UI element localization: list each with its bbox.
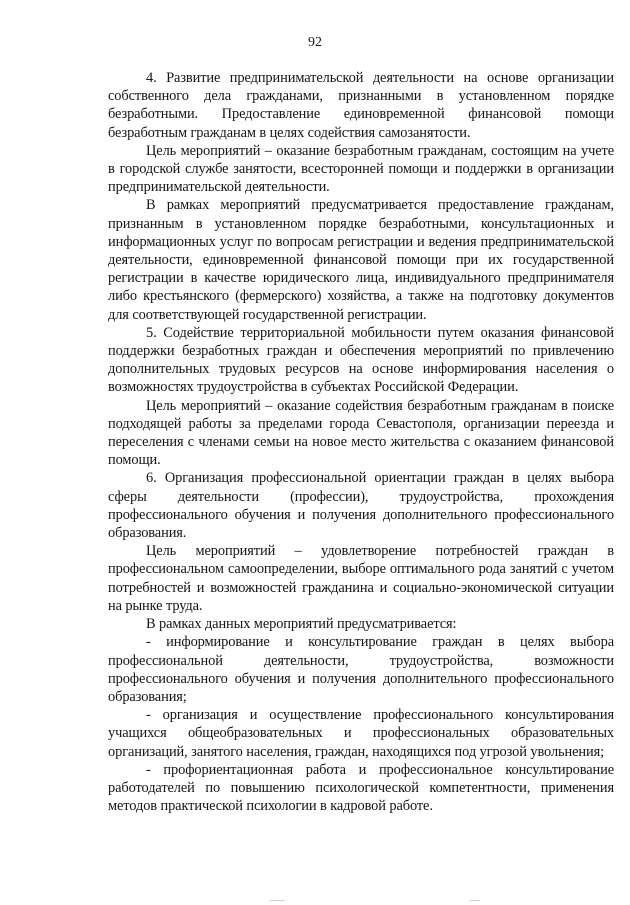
paragraph: - информирование и консультирование граждан в целях выбора профессиональной деятельности, трудоустройства, возможности профессионального обучения и получения дополнительного профессионального образования; [108,634,614,705]
paragraph: 4. Развитие предпринимательской деятельности на основе организации собственного дела гражданами, признанными в установленном порядке безработными. Предоставление единовременной финансовой помощи безработным гражданам в целях содействия самозанятости. [108,70,614,141]
paragraph: Цель мероприятий – удовлетворение потребностей граждан в профессиональном самоопределении, выборе оптимального рода занятий с учетом потребностей и возможностей гражданина и социально-экономической ситуации на рынке труда. [108,543,614,614]
paragraph: - профориентационная работа и профессиональное консультирование работодателей по повышению психологической компетентности, применения методов практической психологии в кадровой работе. [108,761,614,815]
paragraph: В рамках данных мероприятий предусматривается: [146,616,457,633]
scan-artifact [270,900,284,901]
paragraph: В рамках мероприятий предусматривается предоставление гражданам, признанным в установленном порядке безработными, консультационных и информационных услуг по вопросам регистрации и ведения предпринимательской деятельности, единовременной финансовой помощи при их государственной регистрации в качестве юридического лица, индивидуального предпринимателя либо крестьянского (фермерского) хозяйства, а также на подготовку документов для соответствующей государственной регистрации. [108,197,614,323]
paragraph: 6. Организация профессиональной ориентации граждан в целях выбора сферы деятельности (профессии), трудоустройства, прохождения профессионального обучения и получения дополнительного профессионального образования. [108,470,614,542]
page-number: 92 [308,35,322,50]
paragraph: Цель мероприятий – оказание безработным гражданам, состоящим на учете в городской службе занятости, всесторонней помощи и поддержки в организации предпринимательской деятельности. [108,142,614,196]
scan-artifact [470,900,480,901]
document-body [108,69,614,815]
paragraph: 5. Содействие территориальной мобильности путем оказания финансовой поддержки безработных граждан и обеспечения мероприятий по привлечению дополнительных трудовых ресурсов на основе информирования населения о возможностях трудоустройства в субъектах Российской Федерации. [108,324,614,396]
paragraph: - организация и осуществление профессионального консультирования учащихся общеобразовательных и профессиональных образовательных организаций, занятого населения, граждан, находящихся под угрозой увольнения; [108,707,614,760]
paragraph: Цель мероприятий – оказание содействия безработным гражданам в поиске подходящей работы за пределами города Севастополя, организации переезда и переселения с членами семьи на новое место жительства с оказанием финансовой помощи. [108,397,614,469]
